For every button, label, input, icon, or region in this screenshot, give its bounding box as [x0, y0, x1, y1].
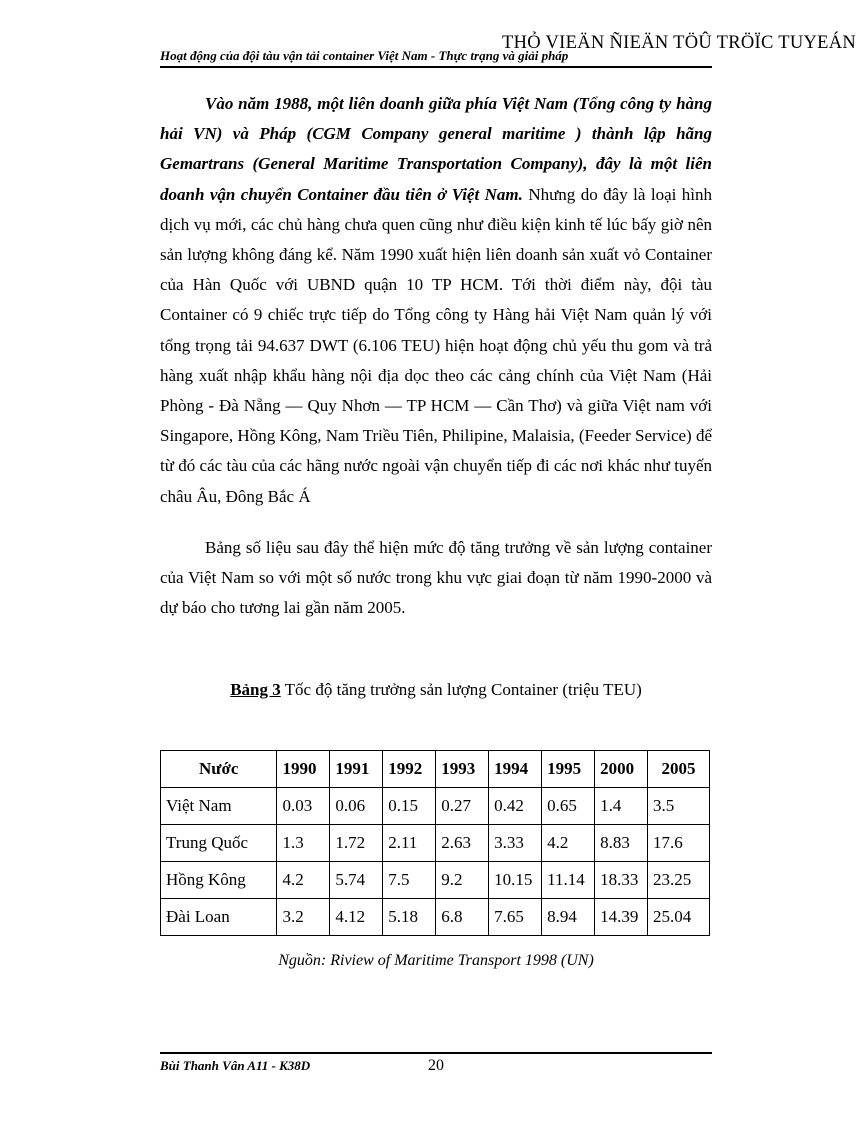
table-cell: 0.06 — [330, 788, 383, 825]
footer-rule — [160, 1052, 712, 1054]
table-cell: 3.2 — [277, 899, 330, 936]
table-row — [161, 899, 710, 936]
cell-country: Việt Nam — [161, 788, 277, 825]
table-cell: 11.14 — [542, 862, 595, 899]
table-cell: 17.6 — [648, 825, 710, 862]
table-cell: 3.5 — [648, 788, 710, 825]
table-cell: 3.33 — [489, 825, 542, 862]
header-country: Nước — [161, 751, 277, 788]
table-caption-text: Tốc độ tăng trưởng sản lượng Container (triệu TEU) — [280, 680, 642, 699]
table-cell: 0.03 — [277, 788, 330, 825]
running-header: Hoạt động của đội tàu vận tải container Việt Nam - Thực trạng và giải pháp — [160, 48, 569, 63]
footer-author: Bùi Thanh Vân A11 - K38D — [160, 1058, 311, 1073]
table-cell: 6.8 — [436, 899, 489, 936]
table-row — [161, 862, 710, 899]
header-year: 2000 — [595, 751, 648, 788]
table-cell: 8.94 — [542, 899, 595, 936]
cell-country: Đài Loan — [161, 899, 277, 936]
table-cell: 18.33 — [595, 862, 648, 899]
paragraph-intro-rest: Nhưng do đây là loại hình dịch vụ mới, các chủ hàng chưa quen cũng như điều kiện kinh tế lúc bấy giờ nên sản lượng không đáng kể. Năm 1990 xuất hiện liên doanh sản xuất vỏ Container của Hàn Quốc với UBND quận 10 TP HCM. Tới thời điểm này, đội tàu Container có 9 chiếc trực tiếp do Tổng công ty Hàng hải Việt Nam quản lý với tổng trọng tải 94.637 DWT (6.106 TEU) hiện hoạt động chủ yếu thu gom và trả hàng xuất nhập khẩu hàng nội địa dọc theo các cảng chính của Việt Nam (Hải Phòng - Đà Nẵng — Quy Nhơn — TP HCM — Cần Thơ) và giữa Việt nam với Singapore, Hồng Kông, Nam Triều Tiên, Philipine, Malaisia, (Feeder Service) để từ đó các tàu của các hãng nước ngoài vận chuyển tiếp đi các nơi khác như tuyến châu Âu, Đông Bắc Á — [160, 184, 712, 506]
table-cell: 9.2 — [436, 862, 489, 899]
table-row — [161, 788, 710, 825]
header-rule — [160, 66, 712, 68]
paragraph-table-intro: Bảng số liệu sau đây thể hiện mức độ tăng trưởng về sản lượng container của Việt Nam so với một số nước trong khu vực giai đoạn từ năm 1990-2000 và dự báo cho tương lai gần năm 2005. — [160, 538, 712, 618]
table-cell: 23.25 — [648, 862, 710, 899]
table-header-row — [161, 751, 710, 788]
header-year: 1995 — [542, 751, 595, 788]
page-number: 20 — [428, 1057, 444, 1074]
table-cell: 1.3 — [277, 825, 330, 862]
cell-country: Hồng Kông — [161, 862, 277, 899]
cell-country: Trung Quốc — [161, 825, 277, 862]
table-cell: 4.12 — [330, 899, 383, 936]
table-cell: 8.83 — [595, 825, 648, 862]
table-cell: 10.15 — [489, 862, 542, 899]
watermark-text: THỎ VIEÄN ÑIEÄN TÖÛ TRÖÏC TUYEÁN — [502, 33, 856, 53]
header-year: 1993 — [436, 751, 489, 788]
table-cell: 0.15 — [383, 788, 436, 825]
container-volume-table — [160, 750, 710, 936]
header-year: 1994 — [489, 751, 542, 788]
table-source-note: Nguồn: Riview of Maritime Transport 1998 (UN) — [278, 952, 594, 969]
header-year: 2005 — [648, 751, 710, 788]
table-cell: 0.42 — [489, 788, 542, 825]
table-cell: 1.72 — [330, 825, 383, 862]
table-cell: 4.2 — [277, 862, 330, 899]
table-cell: 5.74 — [330, 862, 383, 899]
header-year: 1991 — [330, 751, 383, 788]
table-cell: 2.11 — [383, 825, 436, 862]
paragraph-intro — [160, 89, 712, 512]
table-cell: 25.04 — [648, 899, 710, 936]
header-year: 1990 — [277, 751, 330, 788]
table-cell: 7.65 — [489, 899, 542, 936]
table-cell: 4.2 — [542, 825, 595, 862]
table-caption — [160, 680, 712, 700]
table-caption-label: Bảng 3 — [230, 680, 281, 699]
table-cell: 2.63 — [436, 825, 489, 862]
header-year: 1992 — [383, 751, 436, 788]
table-cell: 0.65 — [542, 788, 595, 825]
table-cell: 14.39 — [595, 899, 648, 936]
table-cell: 7.5 — [383, 862, 436, 899]
table-row — [161, 825, 710, 862]
table-cell: 1.4 — [595, 788, 648, 825]
table-cell: 5.18 — [383, 899, 436, 936]
table-cell: 0.27 — [436, 788, 489, 825]
paragraph-intro-lead: Vào năm 1988, một liên doanh giữa phía Việt Nam (Tổng công ty hàng hải VN) và Pháp (CGM Company general maritime ) thành lập hãng Gemartrans (General Maritime Transportation Company), đây là một liên doanh vận chuyển Container đầu tiên ở Việt Nam. — [160, 94, 712, 204]
